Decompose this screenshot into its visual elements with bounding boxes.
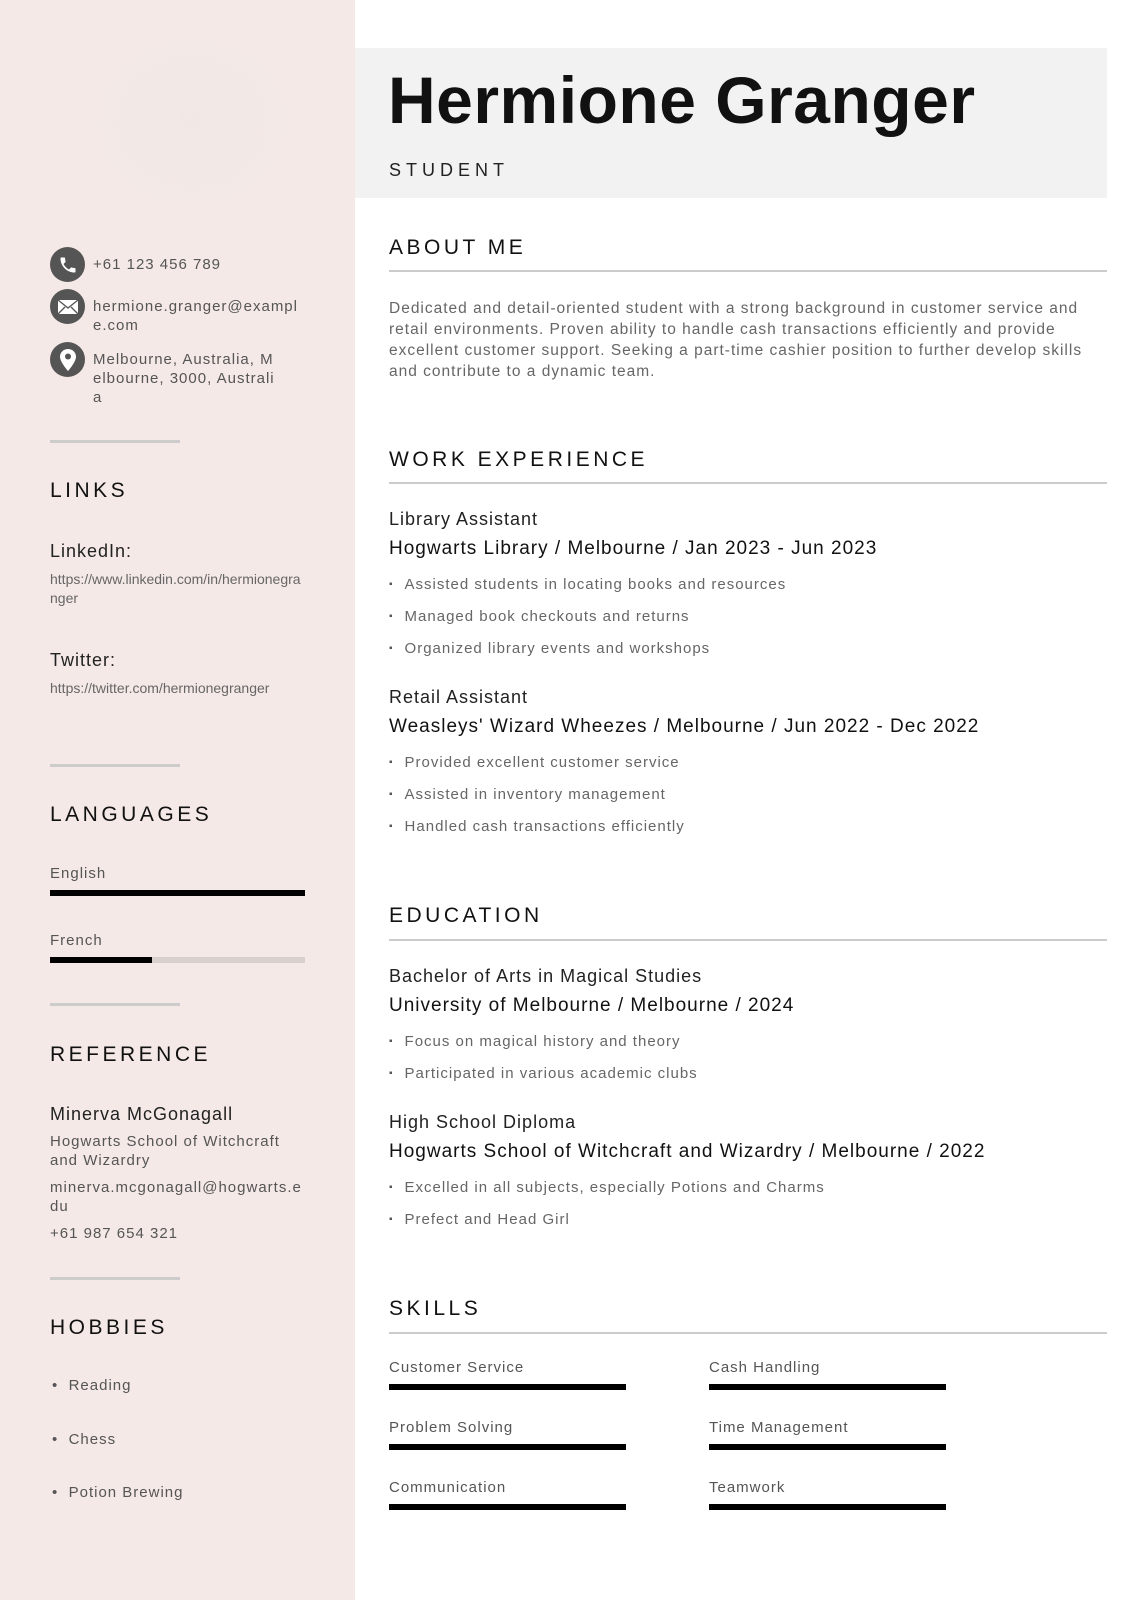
job-details: Weasleys' Wizard Wheezes / Melbourne / Jun 2022 - Dec 2022 <box>389 716 980 737</box>
language-level-bar <box>50 957 305 963</box>
skill-name: Customer Service <box>389 1359 525 1376</box>
job-bullet: ▪ Organized library events and workshops <box>389 640 710 657</box>
reference-org: Hogwarts School of Witchcraft and Wizardry <box>50 1133 280 1169</box>
divider <box>50 1277 180 1280</box>
job-title: Library Assistant <box>389 509 539 529</box>
degree-title: Bachelor of Arts in Magical Studies <box>389 966 703 986</box>
job-bullet: ▪ Assisted in inventory management <box>389 786 666 803</box>
location-pin-icon <box>50 342 85 377</box>
skill-level-fill <box>709 1504 946 1510</box>
sidebar <box>0 0 355 1600</box>
languages-heading: LANGUAGES <box>50 803 213 826</box>
phone-icon <box>50 247 85 282</box>
degree-details: University of Melbourne / Melbourne / 2024 <box>389 995 795 1016</box>
section-rule <box>389 1332 1107 1334</box>
divider <box>50 1003 180 1006</box>
twitter-link[interactable]: https://twitter.com/hermionegranger <box>50 680 270 696</box>
hobby-item: • Chess <box>52 1431 117 1448</box>
skill-level-bar <box>709 1384 946 1390</box>
section-rule <box>389 482 1107 484</box>
divider <box>50 764 180 767</box>
language-level-fill <box>50 890 305 896</box>
skill-level-bar <box>389 1384 626 1390</box>
skill-level-fill <box>709 1444 946 1450</box>
skill-name: Communication <box>389 1479 507 1496</box>
about-text: Dedicated and detail-oriented student with a strong background in customer service and retail environments. Proven ability to handle cash transactions efficiently and provide excellent customer support. Seeking a part-time cashier position to further develop skills and contribute to a dynamic team. <box>389 300 1083 380</box>
work-heading: WORK EXPERIENCE <box>389 448 649 471</box>
job-title: Retail Assistant <box>389 687 529 707</box>
linkedin-link[interactable]: https://www.linkedin.com/in/hermionegranger <box>50 571 301 606</box>
language-level-fill <box>50 957 152 963</box>
contact-address: Melbourne, Australia, Melbourne, 3000, Australia <box>93 351 275 406</box>
language-level-bar <box>50 890 305 896</box>
reference-email[interactable]: minerva.mcgonagall@hogwarts.edu <box>50 1179 302 1215</box>
contact-phone: +61 123 456 789 <box>93 256 222 273</box>
degree-details: Hogwarts School of Witchcraft and Wizardry / Melbourne / 2022 <box>389 1141 986 1162</box>
skill-name: Cash Handling <box>709 1359 821 1376</box>
reference-phone: +61 987 654 321 <box>50 1225 179 1242</box>
skill-level-bar <box>389 1504 626 1510</box>
job-bullet: ▪ Managed book checkouts and returns <box>389 608 690 625</box>
skill-name: Problem Solving <box>389 1419 514 1436</box>
hobby-item: • Reading <box>52 1377 132 1394</box>
candidate-title: STUDENT <box>389 160 509 180</box>
skill-level-fill <box>389 1504 626 1510</box>
section-rule <box>389 270 1107 272</box>
hobby-item: • Potion Brewing <box>52 1484 184 1501</box>
skill-level-fill <box>709 1384 946 1390</box>
job-details: Hogwarts Library / Melbourne / Jan 2023 - Jun 2023 <box>389 538 878 559</box>
education-bullet: ▪ Excelled in all subjects, especially Potions and Charms <box>389 1179 825 1196</box>
education-bullet: ▪ Participated in various academic clubs <box>389 1065 698 1082</box>
skill-level-fill <box>389 1444 626 1450</box>
education-bullet: ▪ Focus on magical history and theory <box>389 1033 681 1050</box>
reference-name: Minerva McGonagall <box>50 1104 234 1124</box>
skill-name: Time Management <box>709 1419 849 1436</box>
contact-email[interactable]: hermione.granger@example.com <box>93 298 298 334</box>
degree-title: High School Diploma <box>389 1112 577 1132</box>
skill-level-bar <box>709 1444 946 1450</box>
email-icon <box>50 289 85 324</box>
education-heading: EDUCATION <box>389 904 543 927</box>
candidate-name: Hermione Granger <box>388 63 976 137</box>
divider <box>50 440 180 443</box>
language-name: English <box>50 865 107 882</box>
section-rule <box>389 939 1107 941</box>
skill-level-bar <box>709 1504 946 1510</box>
links-heading: LINKS <box>50 479 129 502</box>
profile-photo <box>75 20 310 225</box>
language-name: French <box>50 932 103 949</box>
job-bullet: ▪ Provided excellent customer service <box>389 754 680 771</box>
skills-heading: SKILLS <box>389 1297 482 1320</box>
job-bullet: ▪ Assisted students in locating books and resources <box>389 576 786 593</box>
twitter-label: Twitter: <box>50 650 117 670</box>
linkedin-label: LinkedIn: <box>50 541 133 561</box>
skill-level-bar <box>389 1444 626 1450</box>
reference-heading: REFERENCE <box>50 1043 212 1066</box>
education-bullet: ▪ Prefect and Head Girl <box>389 1211 570 1228</box>
job-bullet: ▪ Handled cash transactions efficiently <box>389 818 685 835</box>
about-heading: ABOUT ME <box>389 236 527 259</box>
skill-name: Teamwork <box>709 1479 786 1496</box>
hobbies-heading: HOBBIES <box>50 1316 168 1339</box>
skill-level-fill <box>389 1384 626 1390</box>
